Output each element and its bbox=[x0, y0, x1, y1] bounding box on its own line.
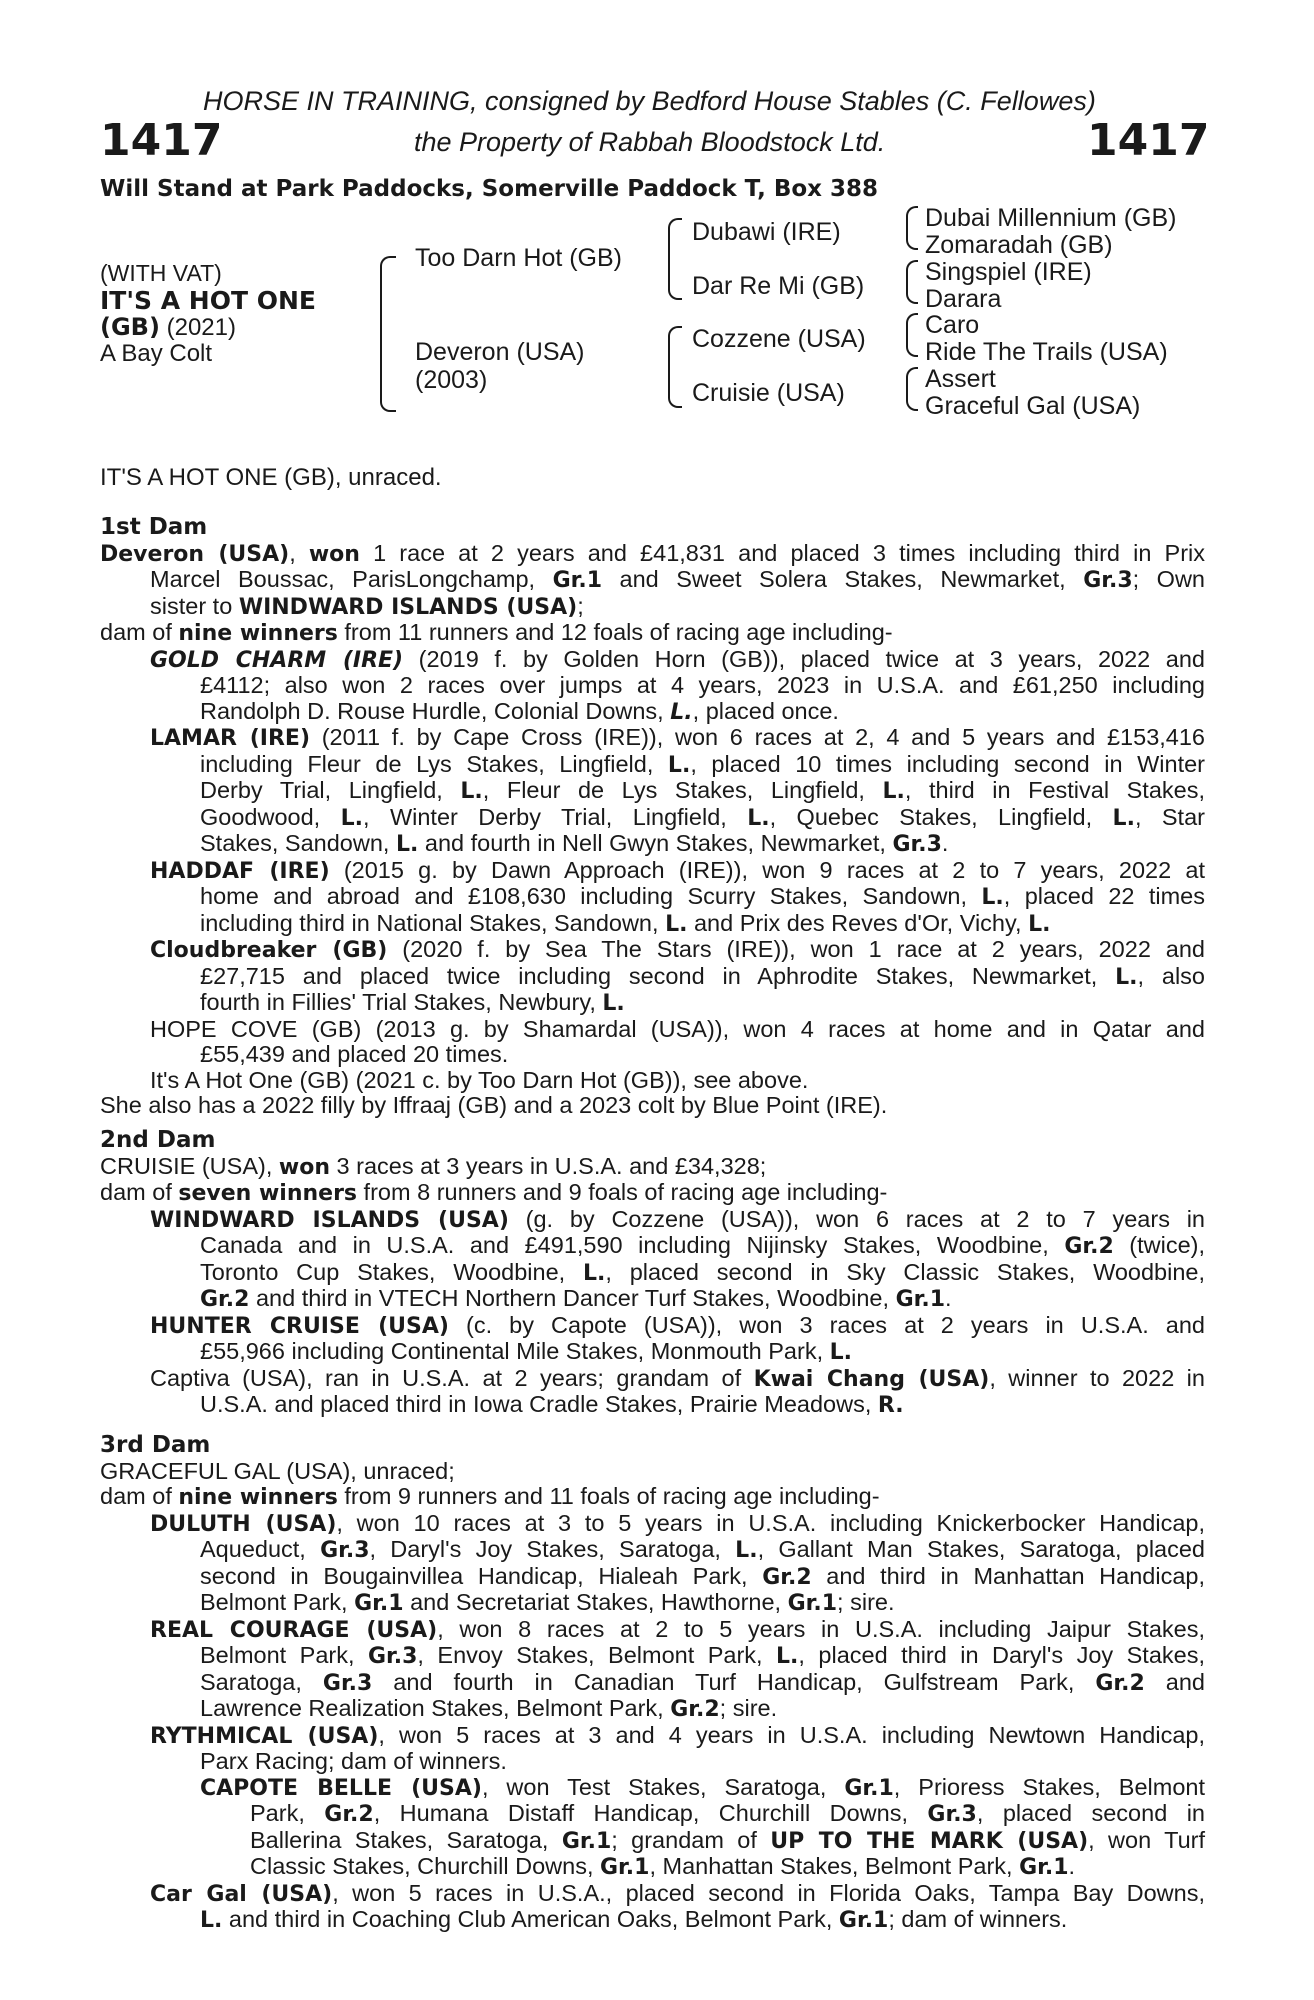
text-run: home and abroad and £108,630 including Scurry Stakes, Sandown, bbox=[200, 883, 982, 909]
text-run: Gr.2 bbox=[324, 1802, 374, 1827]
vat-note: (WITH VAT) bbox=[100, 260, 222, 286]
text-run: Goodwood, bbox=[200, 803, 341, 830]
produce-line bbox=[100, 647, 1205, 674]
text-run: , Envoy Stakes, Belmont Park, bbox=[417, 1642, 777, 1668]
text-run: (c. by Capote (USA)), won 3 races at 2 years in U.S.A. and bbox=[448, 1311, 1205, 1338]
text-run: , placed second in bbox=[976, 1800, 1205, 1826]
text-run: and third in Manhattan Handicap, bbox=[811, 1562, 1206, 1589]
text-run: REAL COURAGE (USA) bbox=[150, 1617, 438, 1643]
text-run: Gr.1 bbox=[895, 1287, 945, 1312]
text-run: Cloudbreaker (GB) bbox=[150, 938, 388, 963]
produce-line bbox=[100, 1643, 1205, 1670]
pedigree-brace-main bbox=[380, 256, 396, 412]
text-run: including Fleur de Lys Stakes, Lingfield, bbox=[200, 750, 668, 777]
text-run: Derby Trial, Lingfield, bbox=[200, 777, 461, 803]
produce-line bbox=[100, 1617, 1205, 1644]
produce-line bbox=[100, 1017, 1205, 1043]
text-run: and fourth in Canadian Turf Handicap, Gulfstream Park, bbox=[372, 1668, 1096, 1695]
text-run: GOLD CHARM (IRE) bbox=[150, 647, 404, 673]
text-run: Gr.1 bbox=[844, 1775, 894, 1801]
text-run: WINDWARD ISLANDS (USA) bbox=[150, 1207, 509, 1233]
text-run: , Gallant Man Stakes, Saratoga, placed bbox=[757, 1536, 1205, 1562]
pedigree-sss: Dubai Millennium (GB) bbox=[925, 204, 1177, 232]
text-run: , placed third in Daryl's Joy Stakes, bbox=[798, 1642, 1205, 1668]
text-run: , placed 10 times including second in Winter bbox=[690, 750, 1205, 777]
text-run: Gr.2 bbox=[1064, 1234, 1114, 1259]
text-run: ; grandam of bbox=[611, 1826, 771, 1853]
text-run: £55,966 including Continental Mile Stakes, Monmouth Park, bbox=[200, 1338, 830, 1364]
text-run: won bbox=[308, 541, 360, 567]
text-run: and fourth in Nell Gwyn Stakes, Newmarket, bbox=[418, 830, 893, 856]
third-dam-section bbox=[100, 1433, 1205, 1934]
horse-name bbox=[100, 286, 316, 315]
produce-line bbox=[100, 805, 1205, 832]
text-run: 1 race at 2 years and £41,831 and placed 3 times including third in Prix bbox=[359, 539, 1206, 566]
text-run: . bbox=[1068, 1853, 1076, 1879]
text-run: Gr.1 bbox=[838, 1908, 889, 1933]
dam-line bbox=[100, 567, 1205, 594]
text-run: second in Bougainvillea Handicap, Hialeah Park, bbox=[200, 1562, 763, 1589]
text-run: , Quebec Stakes, Lingfield, bbox=[769, 803, 1113, 830]
produce-line bbox=[100, 1749, 1205, 1775]
text-run: RYTHMICAL (USA) bbox=[150, 1723, 379, 1749]
text-run: L. bbox=[395, 832, 419, 857]
produce-line bbox=[100, 1537, 1205, 1564]
text-run: and Prix des Reves d'Or, Vichy, bbox=[687, 909, 1029, 936]
produce-line bbox=[100, 1339, 1205, 1366]
pedigree-brace-sire bbox=[668, 218, 682, 300]
text-run: Gr.3 bbox=[892, 832, 942, 857]
produce-line bbox=[100, 1511, 1205, 1538]
text-run: (2013 g. by Shamardal (USA)), won 4 races at home and in Qatar and bbox=[361, 1015, 1205, 1042]
text-run: and Sweet Solera Stakes, Newmarket, bbox=[602, 566, 1084, 592]
text-run: Gr.1 bbox=[1019, 1855, 1069, 1880]
text-run: L. bbox=[667, 752, 691, 778]
text-run: Belmont Park, bbox=[200, 1642, 368, 1668]
text-run: , Winter Derby Trial, Lingfield, bbox=[363, 803, 748, 830]
produce-line bbox=[100, 1828, 1205, 1855]
produce-line bbox=[100, 964, 1205, 991]
text-run: Gr.1 bbox=[552, 568, 602, 593]
dam-line bbox=[100, 541, 1205, 568]
text-run: HUNTER CRUISE (USA) bbox=[150, 1313, 449, 1339]
text-run: nine winners bbox=[178, 621, 338, 646]
text-run: L. bbox=[735, 1538, 758, 1563]
text-run: fourth in Fillies' Trial Stakes, Newbury, bbox=[200, 989, 603, 1015]
text-run: Gr.3 bbox=[927, 1802, 977, 1827]
text-run: Classic Stakes, Churchill Downs, bbox=[250, 1853, 600, 1879]
text-run: Gr.2 bbox=[670, 1697, 720, 1722]
pedigree-sdd: Darara bbox=[925, 285, 1002, 313]
text-run: ; bbox=[577, 592, 584, 619]
text-run: U.S.A. and placed third in Iowa Cradle Stakes, Prairie Meadows, bbox=[200, 1391, 878, 1417]
text-run: ; sire. bbox=[837, 1589, 895, 1615]
text-run: Deveron (USA) bbox=[100, 541, 290, 567]
produce-line bbox=[100, 1313, 1205, 1340]
text-run: , Prioress Stakes, Belmont bbox=[893, 1773, 1205, 1800]
pedigree-dsd: Ride The Trails (USA) bbox=[925, 338, 1168, 366]
text-run: , third in Festival Stakes, bbox=[904, 777, 1205, 803]
text-run: and Secretariat Stakes, Hawthorne, bbox=[403, 1589, 788, 1615]
text-run: She also has a 2022 filly by Iffraaj (GB) and a 2023 colt by Blue Point (IRE). bbox=[100, 1092, 888, 1118]
text-run: Saratoga, bbox=[200, 1668, 323, 1695]
produce-line bbox=[100, 1366, 1205, 1393]
text-run: , won Turf bbox=[1088, 1826, 1205, 1853]
text-run: Gr.2 bbox=[762, 1564, 812, 1590]
text-run: , won 5 races at 3 and 4 years in U.S.A. including Newtown Handicap, bbox=[378, 1721, 1206, 1748]
text-run: Toronto Cup Stakes, Woodbine, bbox=[200, 1258, 583, 1285]
text-run: , placed 22 times bbox=[1003, 883, 1205, 909]
text-run: from 11 runners and 12 foals of racing age including- bbox=[337, 619, 893, 645]
horse-name-text: IT'S A HOT ONE bbox=[100, 286, 316, 315]
text-run: (twice), bbox=[1113, 1232, 1206, 1258]
produce-line bbox=[100, 1670, 1205, 1697]
text-run: Park, bbox=[250, 1800, 325, 1826]
pedigree-dam-sire: Cozzene (USA) bbox=[692, 325, 866, 353]
text-run: L. bbox=[665, 911, 688, 937]
text-run: L. bbox=[882, 779, 905, 804]
text-run: Kwai Chang (USA) bbox=[753, 1366, 990, 1392]
text-run: Gr.1 bbox=[787, 1591, 838, 1616]
text-run: £4112; also won 2 races over jumps at 4 years, 2023 in U.S.A. and £61,250 including bbox=[200, 672, 1205, 698]
dam-line bbox=[100, 1154, 1205, 1181]
pedigree-sire: Too Darn Hot (GB) bbox=[415, 244, 623, 272]
produce-line bbox=[100, 1233, 1205, 1260]
text-run: UP TO THE MARK (USA) bbox=[770, 1828, 1089, 1854]
horse-description: A Bay Colt bbox=[100, 340, 213, 367]
text-run: L. bbox=[776, 1644, 799, 1669]
text-run: HADDAF (IRE) bbox=[150, 858, 330, 884]
pedigree-brace-sd bbox=[906, 260, 918, 304]
text-run: , bbox=[289, 539, 309, 566]
produce-line bbox=[100, 1696, 1205, 1723]
text-run: and third in Coaching Club American Oaks, Belmont Park, bbox=[222, 1906, 839, 1932]
text-run: won bbox=[278, 1154, 330, 1180]
text-run: , placed second in Sky Classic Stakes, Woodbine, bbox=[605, 1258, 1205, 1285]
produce-line bbox=[100, 1907, 1205, 1934]
text-run: , also bbox=[1137, 962, 1205, 989]
text-run: Gr.2 bbox=[200, 1287, 250, 1312]
text-run: WINDWARD ISLANDS (USA) bbox=[238, 594, 578, 620]
text-run: L. bbox=[200, 1908, 223, 1933]
first-dam-section bbox=[100, 515, 1205, 1119]
produce-line bbox=[100, 937, 1205, 964]
text-run: , Manhattan Stakes, Belmont Park, bbox=[649, 1853, 1020, 1879]
text-run: CRUISIE (USA) bbox=[100, 1152, 266, 1179]
produce-line bbox=[100, 673, 1205, 699]
produce-line bbox=[100, 911, 1205, 938]
text-run: R. bbox=[877, 1393, 904, 1418]
pedigree-dam: Deveron (USA) bbox=[415, 338, 585, 366]
text-run: Lawrence Realization Stakes, Belmont Park, bbox=[200, 1695, 671, 1721]
consignor-line: HORSE IN TRAINING, consigned by Bedford House Stables (C. Fellowes) bbox=[203, 86, 1096, 116]
produce-line bbox=[100, 1723, 1205, 1750]
produce-line bbox=[100, 1854, 1205, 1881]
dam-line bbox=[100, 1459, 1205, 1485]
text-run: , won 5 races in U.S.A., placed second in Florida Oaks, Tampa Bay Downs, bbox=[332, 1879, 1205, 1906]
text-run: Parx Racing; dam of winners. bbox=[200, 1748, 507, 1774]
text-run: Gr.1 bbox=[354, 1591, 404, 1616]
text-run: , Humana Distaff Handicap, Churchill Downs, bbox=[373, 1800, 928, 1826]
text-run: from 9 runners and 11 foals of racing age including- bbox=[337, 1483, 880, 1509]
text-run: Gr.3 bbox=[320, 1538, 370, 1563]
section-heading: 2nd Dam bbox=[100, 1127, 216, 1153]
text-run: Ballerina Stakes, Saratoga, bbox=[250, 1826, 562, 1853]
text-run: ; dam of winners. bbox=[888, 1906, 1068, 1932]
produce-line bbox=[100, 725, 1205, 752]
produce-line bbox=[100, 1801, 1205, 1828]
produce-line bbox=[100, 1260, 1205, 1287]
text-run: , won Test Stakes, Saratoga, bbox=[481, 1773, 845, 1800]
text-run: £55,439 and placed 20 times. bbox=[200, 1041, 509, 1067]
text-run: Gr.2 bbox=[1095, 1670, 1145, 1696]
pedigree-dam-year: (2003) bbox=[415, 366, 488, 394]
text-run: Belmont Park, bbox=[200, 1589, 355, 1615]
text-run: ; Own bbox=[1132, 566, 1205, 592]
text-run: Gr.3 bbox=[367, 1644, 418, 1669]
second-dam-section bbox=[100, 1128, 1205, 1419]
text-run: seven winners bbox=[178, 1181, 358, 1206]
produce-line bbox=[100, 884, 1205, 911]
text-run: dam of bbox=[100, 1179, 179, 1205]
lot-number-right: 1417 bbox=[1087, 115, 1210, 166]
dam-line bbox=[100, 594, 1205, 621]
text-run: from 8 runners and 9 foals of racing age including- bbox=[357, 1179, 888, 1205]
horse-origin: (GB) bbox=[100, 313, 160, 341]
produce-line bbox=[100, 1068, 1205, 1094]
text-run: LAMAR (IRE) bbox=[150, 726, 311, 751]
text-run: Car Gal (USA) bbox=[150, 1881, 333, 1907]
text-run: and third in VTECH Northern Dancer Turf Stakes, Woodbine, bbox=[249, 1285, 896, 1311]
text-run: L. bbox=[981, 885, 1004, 910]
pedigree-sds: Singspiel (IRE) bbox=[925, 258, 1092, 286]
text-run: , Star bbox=[1134, 803, 1205, 830]
text-run: ; sire. bbox=[719, 1695, 778, 1721]
text-run: It's A Hot One (GB) (2021 c. by Too Darn Hot (GB)), see above. bbox=[150, 1066, 809, 1093]
pedigree-ssd: Zomaradah (GB) bbox=[925, 231, 1113, 259]
text-run: Aqueduct, bbox=[200, 1536, 321, 1562]
text-run: L. bbox=[582, 1260, 606, 1286]
produce-line bbox=[100, 1042, 1205, 1068]
text-run: Randolph D. Rouse Hurdle, Colonial Downs, bbox=[200, 697, 671, 724]
text-run: , Fleur de Lys Stakes, Lingfield, bbox=[482, 777, 883, 803]
text-run: . bbox=[941, 830, 949, 856]
text-run: , won 8 races at 2 to 5 years in U.S.A. including Jaipur Stakes, bbox=[437, 1615, 1206, 1642]
text-run: sister to bbox=[150, 592, 239, 619]
produce-line bbox=[100, 752, 1205, 779]
produce-line bbox=[100, 1093, 1205, 1119]
text-run: L. bbox=[602, 991, 625, 1016]
dam-line bbox=[100, 1484, 1205, 1511]
stand-location: Will Stand at Park Paddocks, Somerville Paddock T, Box 388 bbox=[100, 176, 879, 202]
text-run: Stakes, Sandown, bbox=[200, 830, 396, 856]
text-run: , won 10 races at 3 to 5 years in U.S.A. including Knickerbocker Handicap, bbox=[336, 1509, 1206, 1536]
pedigree-sire-sire: Dubawi (IRE) bbox=[692, 218, 841, 246]
produce-line bbox=[100, 1881, 1205, 1908]
pedigree-brace-ss bbox=[906, 206, 918, 250]
horse-year: (2021) bbox=[159, 314, 236, 341]
text-run: Gr.3 bbox=[322, 1670, 373, 1696]
produce-line bbox=[100, 699, 1205, 726]
text-run: , Daryl's Joy Stakes, Saratoga, bbox=[369, 1536, 736, 1562]
text-run: DULUTH (USA) bbox=[150, 1511, 337, 1537]
text-run: L. bbox=[829, 1340, 853, 1365]
text-run: GRACEFUL GAL (USA), unraced; bbox=[100, 1457, 455, 1484]
text-run: L. bbox=[1115, 964, 1138, 990]
dam-line bbox=[100, 620, 1205, 647]
text-run: including third in National Stakes, Sandown, bbox=[200, 909, 666, 936]
produce-line bbox=[100, 1564, 1205, 1591]
text-run: dam of bbox=[100, 619, 179, 645]
produce-line bbox=[100, 1590, 1205, 1617]
pedigree-sire-dam: Dar Re Mi (GB) bbox=[692, 272, 865, 300]
produce-line bbox=[100, 1775, 1205, 1802]
text-run: , bbox=[265, 1152, 279, 1179]
produce-line bbox=[100, 778, 1205, 805]
produce-line bbox=[100, 831, 1205, 858]
text-run: 3 races at 3 years in U.S.A. and £34,328; bbox=[330, 1152, 767, 1179]
text-run: (2019 f. by Golden Horn (GB)), placed twice at 3 years, 2022 and bbox=[403, 645, 1205, 672]
text-run: Gr.1 bbox=[561, 1828, 612, 1854]
text-run: Canada and in U.S.A. and £491,590 including Nijinsky Stakes, Woodbine, bbox=[200, 1232, 1065, 1258]
race-record-intro: IT'S A HOT ONE (GB), unraced. bbox=[100, 464, 442, 491]
text-run: L. bbox=[1028, 911, 1051, 937]
produce-line bbox=[100, 1207, 1205, 1234]
pedigree-brace-ds bbox=[906, 313, 918, 357]
pedigree-brace-dam bbox=[668, 326, 682, 408]
text-run: HOPE COVE (GB) bbox=[150, 1015, 362, 1042]
pedigree-dds: Assert bbox=[925, 365, 996, 393]
pedigree-dss: Caro bbox=[925, 311, 980, 339]
text-run: £27,715 and placed twice including second in Aphrodite Stakes, Newmarket, bbox=[200, 962, 1116, 989]
text-run: Captiva (USA), ran in U.S.A. at 2 years; grandam of bbox=[150, 1364, 754, 1391]
section-heading: 1st Dam bbox=[100, 514, 208, 540]
text-run: nine winners bbox=[178, 1485, 338, 1510]
section-heading: 3rd Dam bbox=[100, 1432, 211, 1458]
text-run: , placed once. bbox=[692, 697, 839, 724]
text-run: dam of bbox=[100, 1483, 179, 1509]
text-run: Gr.3 bbox=[1083, 568, 1133, 593]
text-run: Gr.1 bbox=[600, 1855, 650, 1880]
text-run: L. bbox=[460, 779, 483, 804]
text-run: L. bbox=[340, 805, 364, 831]
text-run: L. bbox=[1112, 805, 1135, 831]
text-run: L. bbox=[670, 699, 693, 725]
text-run: L. bbox=[747, 805, 770, 831]
pedigree-brace-dd bbox=[906, 367, 918, 411]
dam-line bbox=[100, 1180, 1205, 1207]
horse-origin-year bbox=[100, 313, 236, 342]
pedigree-dam-dam: Cruisie (USA) bbox=[692, 379, 845, 407]
pedigree-ddd: Graceful Gal (USA) bbox=[925, 392, 1141, 420]
property-line: the Property of Rabbah Bloodstock Ltd. bbox=[414, 127, 886, 157]
text-run: (2011 f. by Cape Cross (IRE)), won 6 races at 2, 4 and 5 years and £153,416 bbox=[310, 724, 1205, 750]
text-run: (2020 f. by Sea The Stars (IRE)), won 1 race at 2 years, 2022 and bbox=[387, 936, 1206, 962]
text-run: , winner to 2022 in bbox=[989, 1364, 1205, 1391]
text-run: (2015 g. by Dawn Approach (IRE)), won 9 races at 2 to 7 years, 2022 at bbox=[329, 856, 1205, 883]
text-run: CAPOTE BELLE (USA) bbox=[200, 1775, 482, 1801]
lot-number-left: 1417 bbox=[100, 115, 223, 166]
text-run: . bbox=[945, 1285, 952, 1311]
text-run: and bbox=[1144, 1668, 1205, 1695]
text-run: (g. by Cozzene (USA)), won 6 races at 2 to 7 years in bbox=[508, 1205, 1206, 1232]
produce-line bbox=[100, 858, 1205, 885]
text-run: Marcel Boussac, ParisLongchamp, bbox=[150, 566, 553, 592]
produce-line bbox=[100, 1392, 1205, 1419]
produce-line bbox=[100, 1286, 1205, 1313]
produce-line bbox=[100, 990, 1205, 1017]
